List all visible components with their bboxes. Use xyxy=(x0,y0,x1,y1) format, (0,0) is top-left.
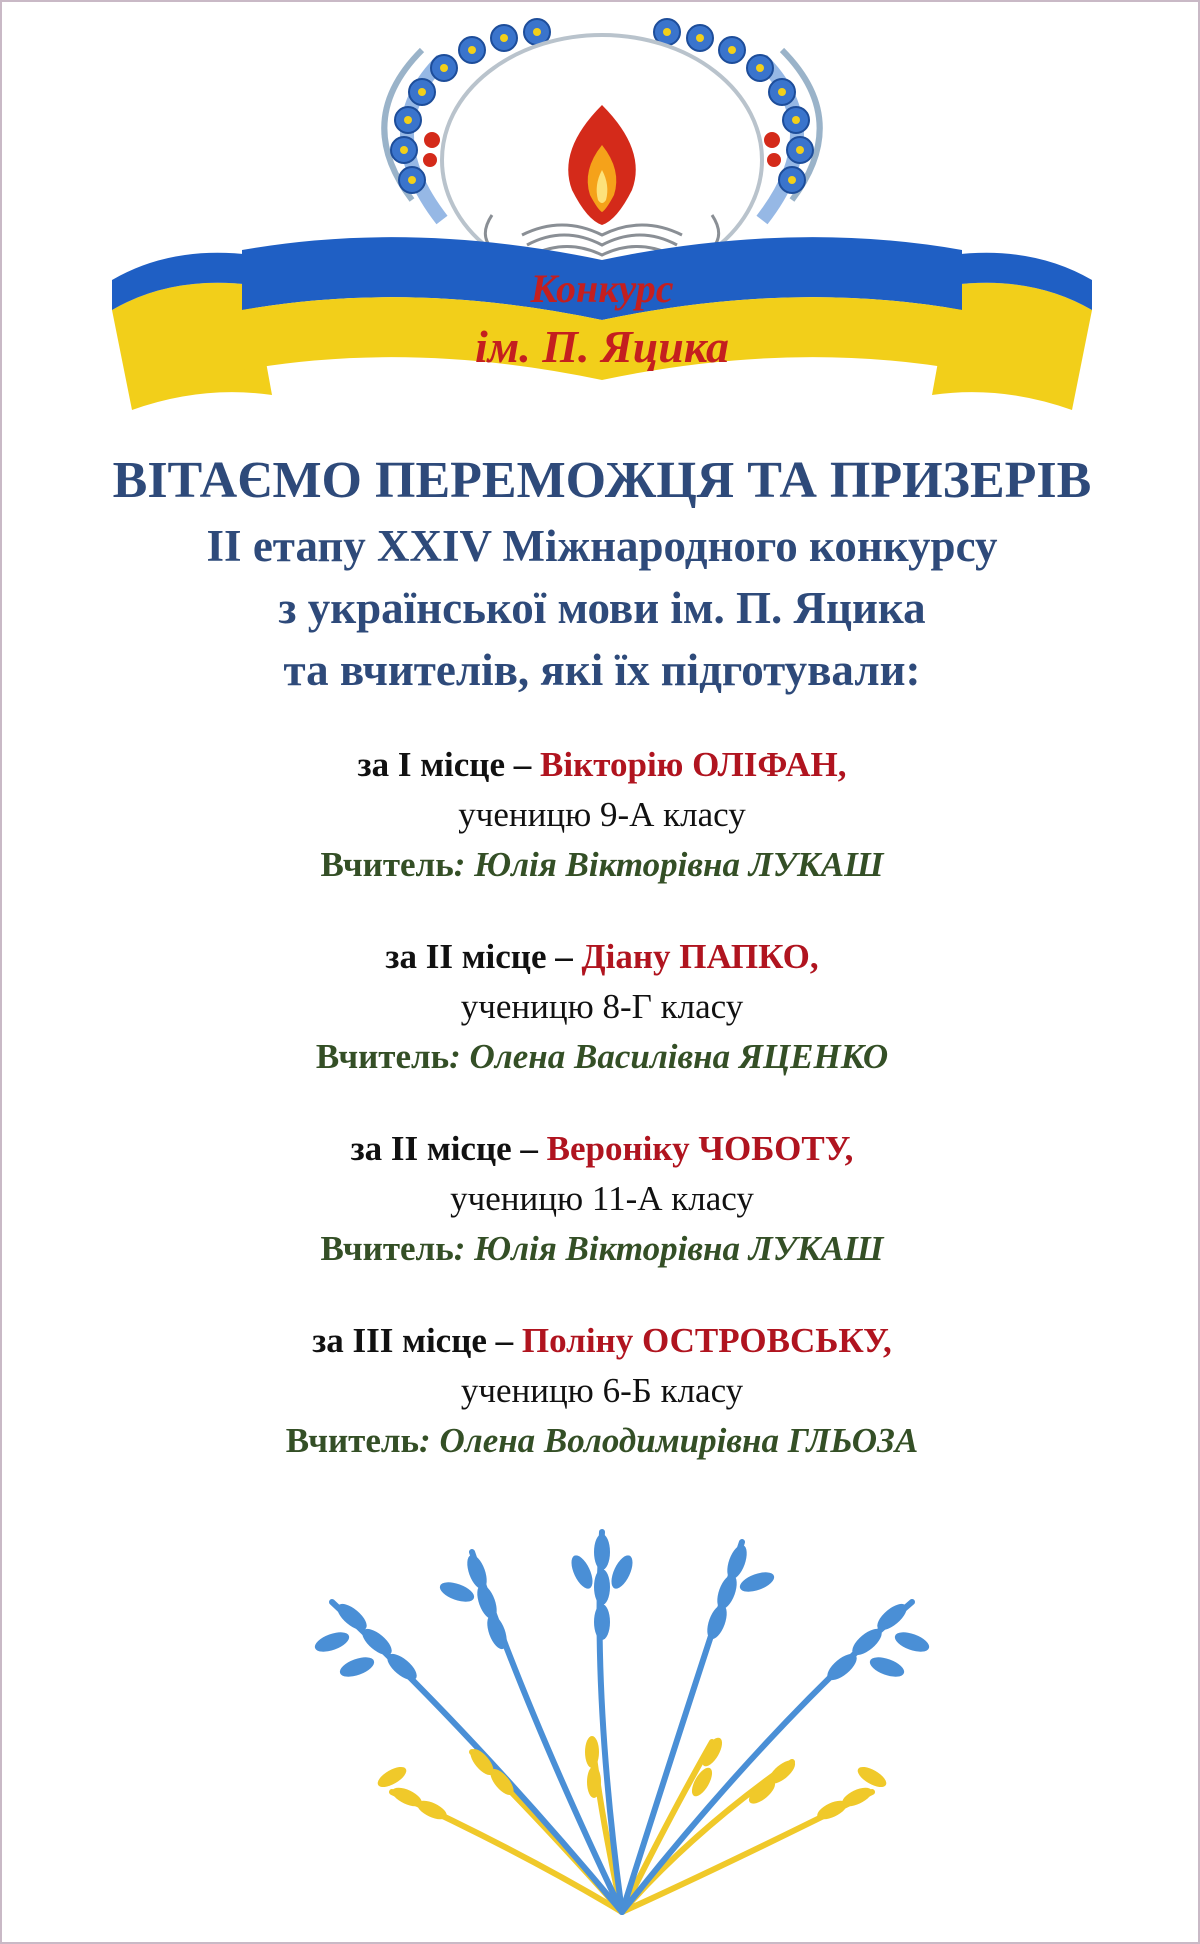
award-entry-3 xyxy=(2,1124,1200,1274)
flame-icon xyxy=(568,105,636,225)
award-entry-4 xyxy=(2,1316,1200,1466)
blue-wheat-grains xyxy=(312,1534,931,1685)
winner-name: Діану ПАПКО, xyxy=(581,937,819,976)
award-place: за ІІІ місце xyxy=(312,1321,487,1360)
student-class: ученицю 8-Г класу xyxy=(460,987,744,1026)
student-class: ученицю 9-А класу xyxy=(458,795,746,834)
yellow-wheat-grains xyxy=(375,1735,890,1823)
heading-line-1: ВІТАЄМО ПЕРЕМОЖЦЯ ТА ПРИЗЕРІВ xyxy=(112,452,1092,509)
teacher-line xyxy=(2,1032,1200,1082)
teacher-name: : Юлія Вікторівна ЛУКАШ xyxy=(453,845,884,884)
ribbon xyxy=(112,237,1092,410)
teacher-name: : Олена Василівна ЯЦЕНКО xyxy=(449,1037,889,1076)
teacher-label: Вчитель xyxy=(285,1421,420,1460)
award-place-line xyxy=(2,932,1200,982)
award-entry-2 xyxy=(2,932,1200,1082)
ribbon-line1: Конкурс xyxy=(530,266,674,311)
winner-name: Поліну ОСТРОВСЬКУ, xyxy=(521,1321,892,1360)
teacher-label: Вчитель xyxy=(315,1037,450,1076)
winner-name: Вікторію ОЛІФАН, xyxy=(540,745,847,784)
ribbon-line2: ім. П. Яцика xyxy=(474,321,730,372)
heading-line-4: та вчителів, які їх підготували: xyxy=(283,645,921,695)
blue-wheat-stems xyxy=(332,1532,912,1912)
teacher-line xyxy=(2,1416,1200,1466)
student-class: ученицю 6-Б класу xyxy=(460,1371,744,1410)
contest-emblem xyxy=(112,10,1092,420)
teacher-label: Вчитель xyxy=(320,1229,454,1268)
heading-line-2: ІІ етапу XXIV Міжнародного конкурсу xyxy=(206,521,998,571)
award-place: за І місце xyxy=(357,745,506,784)
wheat-heart-icon xyxy=(272,1492,972,1922)
teacher-line xyxy=(2,840,1200,890)
congratulation-heading xyxy=(2,447,1200,701)
teacher-name: : Юлія Вікторівна ЛУКАШ xyxy=(453,1229,884,1268)
award-dash: – xyxy=(495,1321,514,1360)
teacher-line xyxy=(2,1224,1200,1274)
award-dash: – xyxy=(555,937,573,976)
student-class: ученицю 11-А класу xyxy=(450,1179,754,1218)
award-place-line xyxy=(2,1124,1200,1174)
teacher-label: Вчитель xyxy=(320,845,454,884)
award-entry-1 xyxy=(2,740,1200,890)
award-dash: – xyxy=(520,1129,538,1168)
winner-name: Вероніку ЧОБОТУ, xyxy=(546,1129,854,1168)
award-dash: – xyxy=(513,745,532,784)
award-place: за ІІ місце xyxy=(350,1129,512,1168)
award-place-line xyxy=(2,740,1200,790)
award-place: за ІІ місце xyxy=(385,937,547,976)
awards-list xyxy=(2,740,1200,1508)
teacher-name: : Олена Володимирівна ГЛЬОЗА xyxy=(419,1421,919,1460)
heading-line-3: з української мови ім. П. Яцика xyxy=(278,583,926,633)
award-place-line xyxy=(2,1316,1200,1366)
